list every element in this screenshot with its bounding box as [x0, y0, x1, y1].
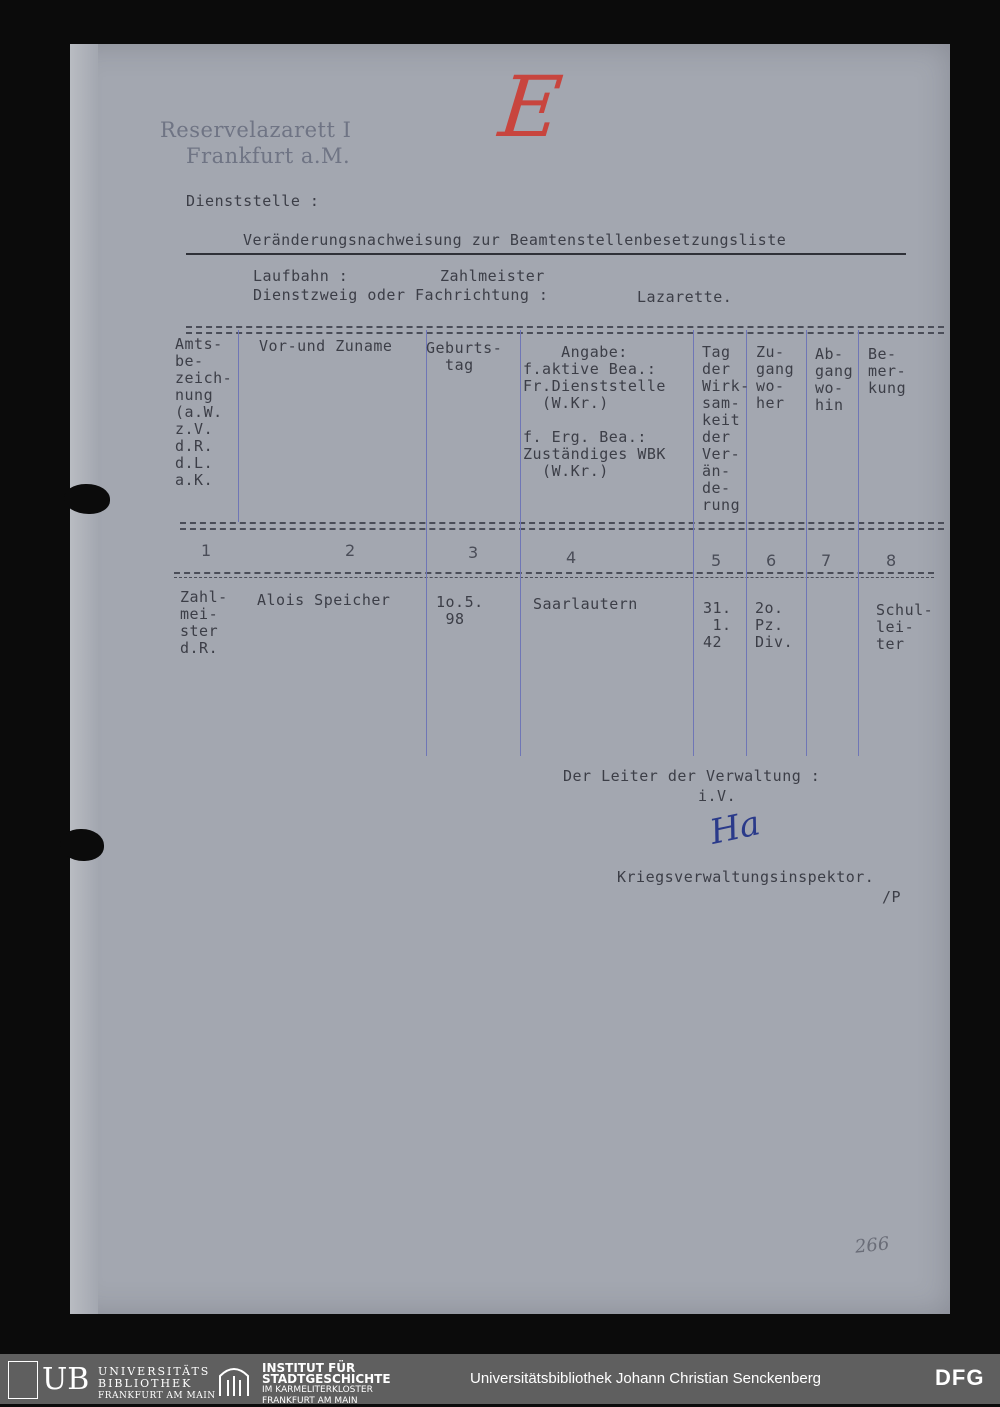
column-header-1: Amts- be- zeich- nung (a.W. z.V. d.R. d.L. a.K. — [175, 335, 233, 489]
ub-line-2: BIBLIOTHEK — [98, 1377, 193, 1390]
isg-building-icon — [216, 1362, 252, 1398]
column-header-5: Tag der Wirk- sam- keit der Ver- än- de- rung — [702, 343, 750, 514]
isg-wordmark — [262, 1363, 391, 1407]
page-edge — [70, 44, 98, 1314]
portrait-icon — [8, 1361, 38, 1399]
table-top-rule — [186, 326, 944, 334]
column-divider — [858, 330, 859, 756]
column-header-8: Be- mer- kung — [868, 345, 907, 397]
document-title: Veränderungsnachweisung zur Beamtenstellenbesetzungsliste — [243, 231, 787, 249]
dfg-logo: DFG — [935, 1365, 985, 1390]
handwritten-initials: Ha — [706, 803, 764, 853]
signature-line-2: i.V. — [698, 787, 737, 805]
column-header-4: Angabe: f.aktive Bea.: Fr.Dienststelle (W.Kr.) f. Erg. Bea.: Zuständiges WBK (W.Kr.) — [523, 343, 666, 480]
column-header-7: Ab- gang wo- hin — [815, 345, 854, 414]
isg-line-1: INSTITUT FÜR — [262, 1361, 356, 1375]
table-cell-zugang: 2o. Pz. Div. — [755, 599, 794, 651]
ub-line-3: FRANKFURT AM MAIN — [98, 1391, 216, 1401]
column-header-2: Vor-und Zuname — [259, 337, 393, 355]
ub-wordmark — [98, 1366, 216, 1402]
isg-line-2: STADTGESCHICHTE — [262, 1372, 391, 1386]
punch-hole-lower — [60, 829, 104, 861]
ub-line-1: UNIVERSITÄTS — [98, 1365, 211, 1378]
column-divider — [520, 330, 521, 756]
header-bottom-rule — [180, 522, 944, 530]
column-header-6: Zu- gang wo- her — [756, 343, 795, 412]
table-cell-geburtstag: 1o.5. 98 — [436, 593, 484, 628]
column-divider — [806, 330, 807, 756]
column-number: 5 — [711, 551, 722, 570]
red-mark: E — [494, 58, 567, 156]
laufbahn-value: Zahlmeister — [440, 267, 545, 285]
table-cell-name: Alois Speicher — [257, 591, 391, 609]
isg-line-3: IM KARMELITERKLOSTER — [262, 1385, 373, 1395]
numbers-bottom-rule — [174, 572, 934, 578]
library-name: Universitätsbibliothek Johann Christian Senckenberg — [470, 1370, 822, 1387]
column-number: 4 — [566, 548, 577, 567]
punch-hole-upper — [64, 484, 110, 514]
table-cell-dienststelle: Saarlautern — [533, 595, 638, 613]
table-cell-bemerkung: Schul- lei- ter — [876, 601, 934, 653]
signature-title: Kriegsverwaltungsinspektor. — [617, 868, 875, 886]
table-cell-wirksamkeit: 31. 1. 42 — [703, 599, 732, 651]
title-underline — [186, 253, 906, 255]
isg-line-4: FRANKFURT AM MAIN — [262, 1396, 358, 1406]
column-divider — [238, 330, 239, 522]
column-number: 3 — [468, 543, 479, 562]
column-number: 8 — [886, 551, 897, 570]
column-number: 7 — [821, 551, 832, 570]
column-number: 6 — [766, 551, 777, 570]
dienststelle-label: Dienststelle : — [186, 192, 320, 210]
dienstzweig-value: Lazarette. — [637, 288, 733, 306]
column-divider — [426, 330, 427, 756]
column-number: 2 — [345, 541, 356, 560]
ub-logo — [8, 1361, 92, 1399]
column-number: 1 — [201, 541, 212, 560]
table-cell-amtsbezeichnung: Zahl- mei- ster d.R. — [180, 588, 228, 657]
column-header-3: Geburts- tag — [426, 339, 503, 374]
laufbahn-label: Laufbahn : — [253, 267, 349, 285]
dienstzweig-label: Dienstzweig oder Fachrichtung : — [253, 286, 549, 304]
page-number: 266 — [853, 1233, 891, 1258]
stamp-line-2: Frankfurt a.M. — [186, 144, 351, 168]
ub-mark: UB — [42, 1362, 90, 1397]
signature-ref: /P — [882, 888, 902, 906]
stamp-line-1: Reservelazarett I — [160, 118, 352, 142]
column-divider — [693, 330, 694, 756]
signature-line-1: Der Leiter der Verwaltung : — [563, 767, 821, 785]
